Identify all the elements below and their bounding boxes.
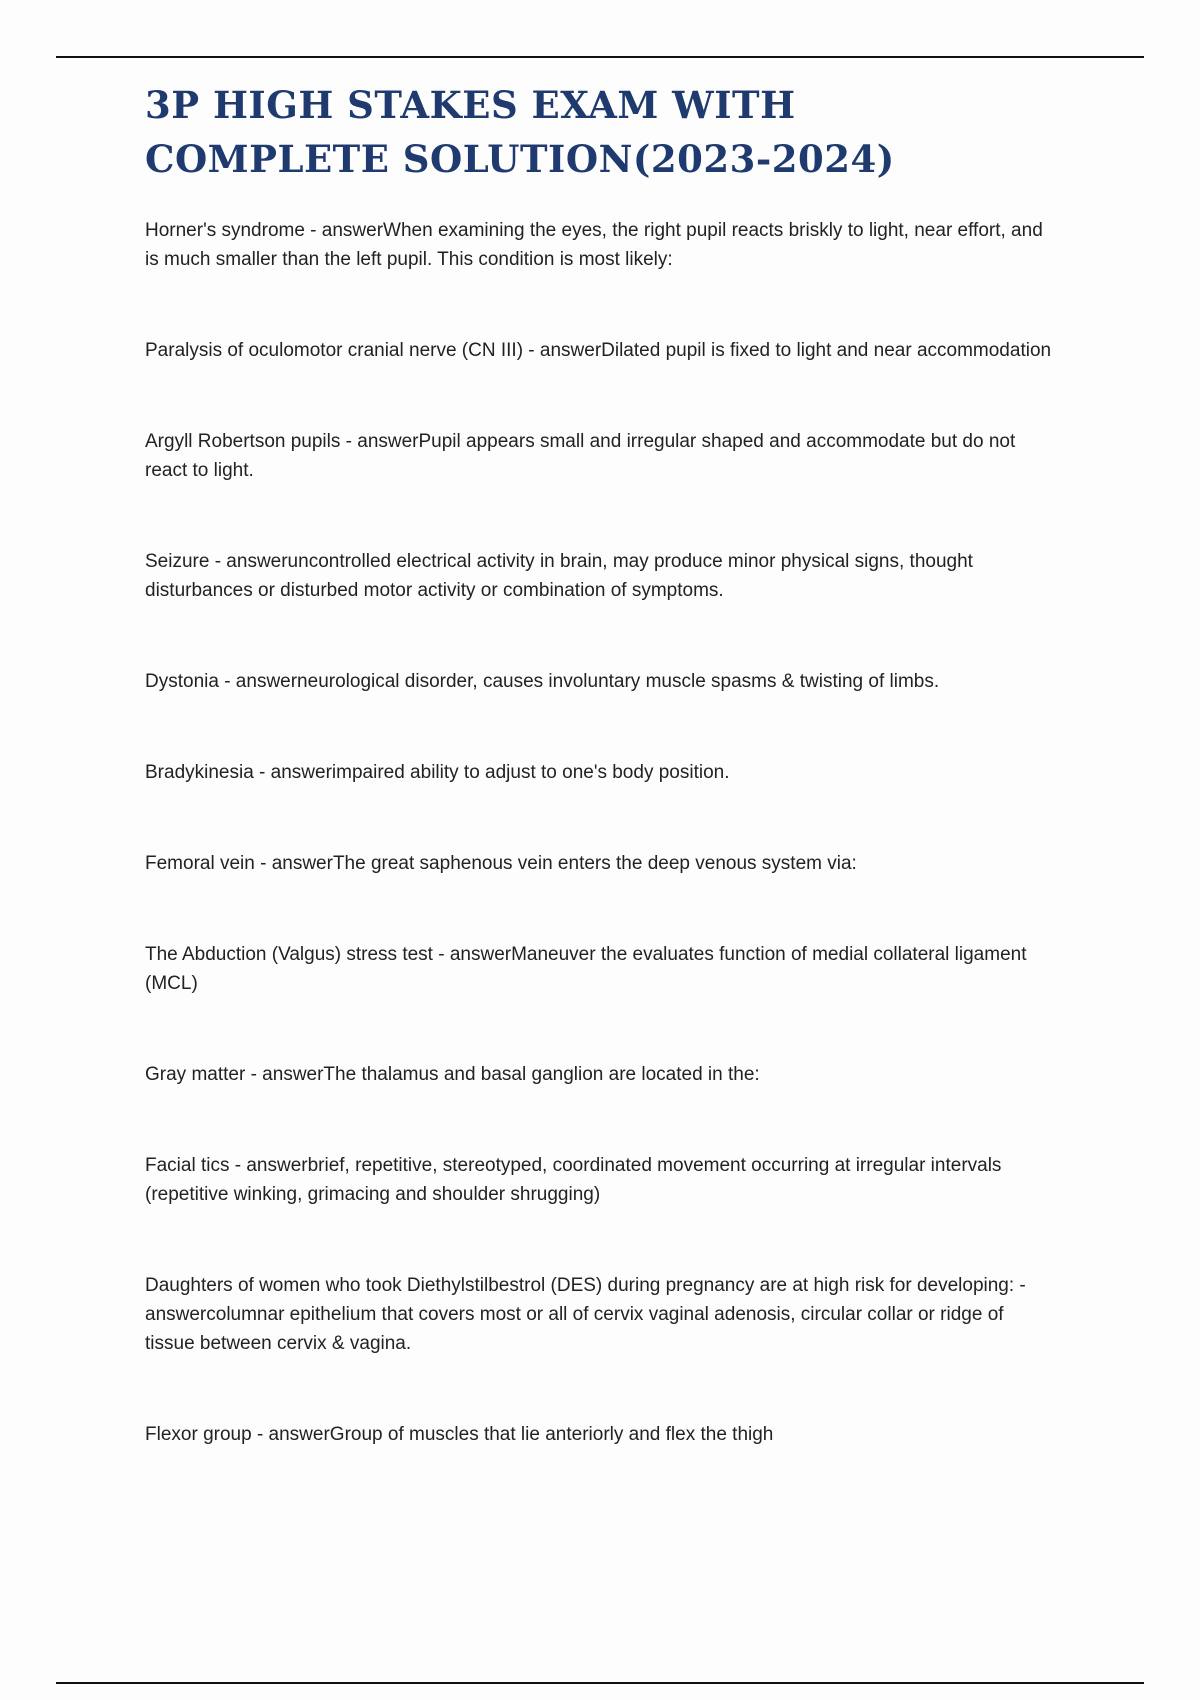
- qa-list: [145, 216, 1055, 1449]
- qa-item: The Abduction (Valgus) stress test - answerManeuver the evaluates function of medial collateral ligament (MCL): [145, 944, 1027, 994]
- document-title: 3P HIGH STAKES EXAM WITH COMPLETE SOLUTION(2023-2024): [145, 83, 895, 181]
- qa-item: Facial tics - answerbrief, repetitive, stereotyped, coordinated movement occurring at irregular intervals (repetitive winking, grimacing and shoulder shrugging): [145, 1155, 1002, 1205]
- qa-item: Paralysis of oculomotor cranial nerve (CN III) - answerDilated pupil is fixed to light and near accommodation: [145, 340, 1052, 361]
- qa-item: Femoral vein - answerThe great saphenous vein enters the deep venous system via:: [145, 853, 857, 874]
- qa-item: Dystonia - answerneurological disorder, causes involuntary muscle spasms & twisting of limbs.: [145, 671, 940, 692]
- qa-item: Seizure - answeruncontrolled electrical activity in brain, may produce minor physical signs, thought disturbances or disturbed motor activity or combination of symptoms.: [145, 551, 973, 601]
- qa-item: Flexor group - answerGroup of muscles that lie anteriorly and flex the thigh: [145, 1424, 774, 1445]
- qa-item: Gray matter - answerThe thalamus and basal ganglion are located in the:: [145, 1064, 760, 1085]
- qa-item: Daughters of women who took Diethylstilbestrol (DES) during pregnancy are at high risk for developing: - answercolumnar epithelium that covers most or all of cervix vaginal adenosis, circular collar or ridge of tissue between cervix & vagina.: [145, 1275, 1026, 1354]
- top-rule: [56, 56, 1144, 58]
- qa-item: Horner's syndrome - answerWhen examining the eyes, the right pupil reacts briskly to light, near effort, and is much smaller than the left pupil. This condition is most likely:: [145, 220, 1043, 270]
- bottom-rule: [56, 1682, 1144, 1684]
- qa-item: Argyll Robertson pupils - answerPupil appears small and irregular shaped and accommodate but do not react to light.: [145, 431, 1016, 481]
- qa-item: Bradykinesia - answerimpaired ability to adjust to one's body position.: [145, 762, 730, 783]
- document-body: [145, 78, 1055, 1511]
